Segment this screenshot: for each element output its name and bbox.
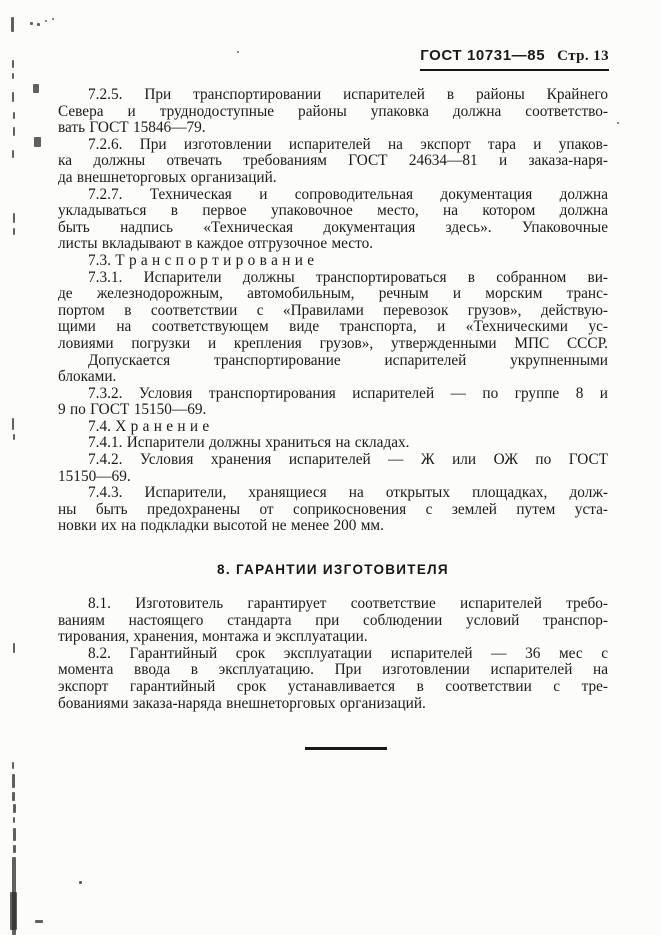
paragraph-7.2.7 <box>58 187 608 253</box>
scan-artifact <box>37 23 40 26</box>
text-line: 7.3. Т р а н с п о р т и р о в а н и е <box>88 251 315 269</box>
scan-artifact <box>13 804 16 813</box>
text-line: вать ГОСТ 15846—79. <box>58 119 206 137</box>
paragraph-7.4.2 <box>58 452 608 485</box>
paragraph-7.2.5 <box>58 87 608 137</box>
text-line: да внешнеторговых организаций. <box>58 168 277 186</box>
text-line: экспорт гарантийный срок устанавливается в соответствии с тре- <box>58 678 608 695</box>
guarantee-paragraphs <box>58 596 608 712</box>
text-line: блоками. <box>58 368 117 386</box>
scan-artifact <box>13 643 15 653</box>
scan-artifact <box>11 17 14 32</box>
scan-artifact <box>35 920 43 923</box>
section-heading: 8. ГАРАНТИИ ИЗГОТОВИТЕЛЯ <box>217 562 449 578</box>
text-line: ловиями погрузки и крепления грузов», утвержденными МПС СССР. <box>58 334 608 352</box>
text-line: 9 по ГОСТ 15150—69. <box>58 401 207 419</box>
scan-artifact <box>10 892 17 930</box>
text-line: 8.2. Гарантийный срок эксплуатации испарителей — 36 мес с <box>88 644 608 662</box>
text-line: ваниям настоящего стандарта при соблюдении условий транспор- <box>58 611 608 629</box>
scan-artifact <box>12 150 14 158</box>
text-line: новки их на подкладки высотой не менее 200 мм. <box>58 517 384 535</box>
scan-artifact <box>13 213 15 223</box>
text-line: 7.2.6. При изготовлении испарителей на экспорт тара и упаков- <box>88 135 608 153</box>
scan-artifact <box>30 22 33 25</box>
text-line: Допускается транспортирование испарителей укрупненными <box>88 351 608 369</box>
scan-artifact <box>237 51 239 53</box>
body-paragraphs <box>58 87 608 535</box>
scan-artifact <box>12 92 14 102</box>
scan-artifact <box>13 127 15 136</box>
text-column <box>58 87 608 750</box>
text-line: 7.4.1. Испарители должны храниться на складах. <box>88 434 410 452</box>
scan-artifact <box>12 418 14 430</box>
text-line: 7.4. Х р а н е н и е <box>88 417 210 435</box>
scan-artifact <box>12 73 14 79</box>
paragraph-7.4 <box>58 419 608 436</box>
text-line: 7.4.3. Испарители, хранящиеся на открытых площадках, долж- <box>88 484 608 502</box>
text-line: Севера и труднодоступные районы упаковка должна соответство- <box>58 102 608 120</box>
text-line: 15150—69. <box>58 467 131 485</box>
text-line: ны быть предохранены от соприкосновения с землей путем уста- <box>58 500 608 518</box>
scan-artifact <box>13 228 15 235</box>
scan-artifact <box>12 762 14 769</box>
text-line: укладываться в первое упаковочное место, на котором должна <box>58 202 608 220</box>
page-number: Стр. 13 <box>557 48 609 64</box>
scan-artifact <box>13 817 15 823</box>
text-line: 8.1. Изготовитель гарантирует соответствие испарителей требо- <box>88 595 608 613</box>
text-line: 7.2.5. При транспортировании испарителей в районы Крайнего <box>88 86 608 103</box>
text-line: 7.3.1. Испарители должны транспортироваться в собранном ви- <box>88 268 608 286</box>
paragraph-8.1 <box>58 596 608 646</box>
scan-artifact <box>12 792 15 801</box>
end-divider <box>305 747 387 750</box>
scan-artifact <box>34 137 41 147</box>
paragraph-7.4.3 <box>58 485 608 535</box>
paragraph-7.3.1-note <box>58 353 608 386</box>
text-line: момента ввода в эксплуатацию. При изготовлении испарителей на <box>58 661 608 679</box>
page-header <box>420 47 609 71</box>
scan-artifact <box>45 20 47 22</box>
text-line: тирования, хранения, монтажа и эксплуатации. <box>58 628 368 646</box>
doc-number: ГОСТ 10731—85 <box>420 47 546 64</box>
text-line: 7.4.2. Условия хранения испарителей — Ж или ОЖ по ГОСТ <box>88 451 608 469</box>
text-line: де железнодорожным, автомобильным, речным и морским транс- <box>58 285 608 303</box>
text-line: 7.2.7. Техническая и сопроводительная документация должна <box>88 185 608 203</box>
scan-artifact <box>13 845 16 853</box>
paragraph-7.3.2 <box>58 386 608 419</box>
text-line: быть надпись «Техническая документация здесь». Упаковочные <box>58 218 608 236</box>
text-line: 7.3.2. Условия транспортирования испарителей — по группе 8 и <box>88 384 608 402</box>
scan-artifact <box>617 122 619 124</box>
text-line: бованиями заказа-наряда внешнеторговых организаций. <box>58 694 426 712</box>
scan-artifact <box>12 774 15 788</box>
scan-artifact <box>13 112 15 119</box>
paragraph-8.2 <box>58 646 608 712</box>
paragraph-7.4.1 <box>58 435 608 452</box>
paragraph-7.3.1 <box>58 270 608 353</box>
text-line: листы вкладывают в каждое отгрузочное место. <box>58 235 374 253</box>
scan-artifact <box>12 60 14 68</box>
text-line: щими на соответствующем виде транспорта, и «Техническими ус- <box>58 318 608 336</box>
scan-artifact <box>13 434 15 440</box>
paragraph-7.2.6 <box>58 137 608 187</box>
scan-artifact <box>13 828 16 841</box>
text-line: портом в соответствии с «Правилами перевозок грузов», действую- <box>58 301 608 319</box>
text-line: ка должны отвечать требованиям ГОСТ 24634—81 и заказа-наря- <box>58 152 608 170</box>
scan-artifact <box>79 881 82 884</box>
scan-artifact <box>52 18 54 20</box>
scan-artifact <box>33 84 39 93</box>
paragraph-7.3 <box>58 253 608 270</box>
